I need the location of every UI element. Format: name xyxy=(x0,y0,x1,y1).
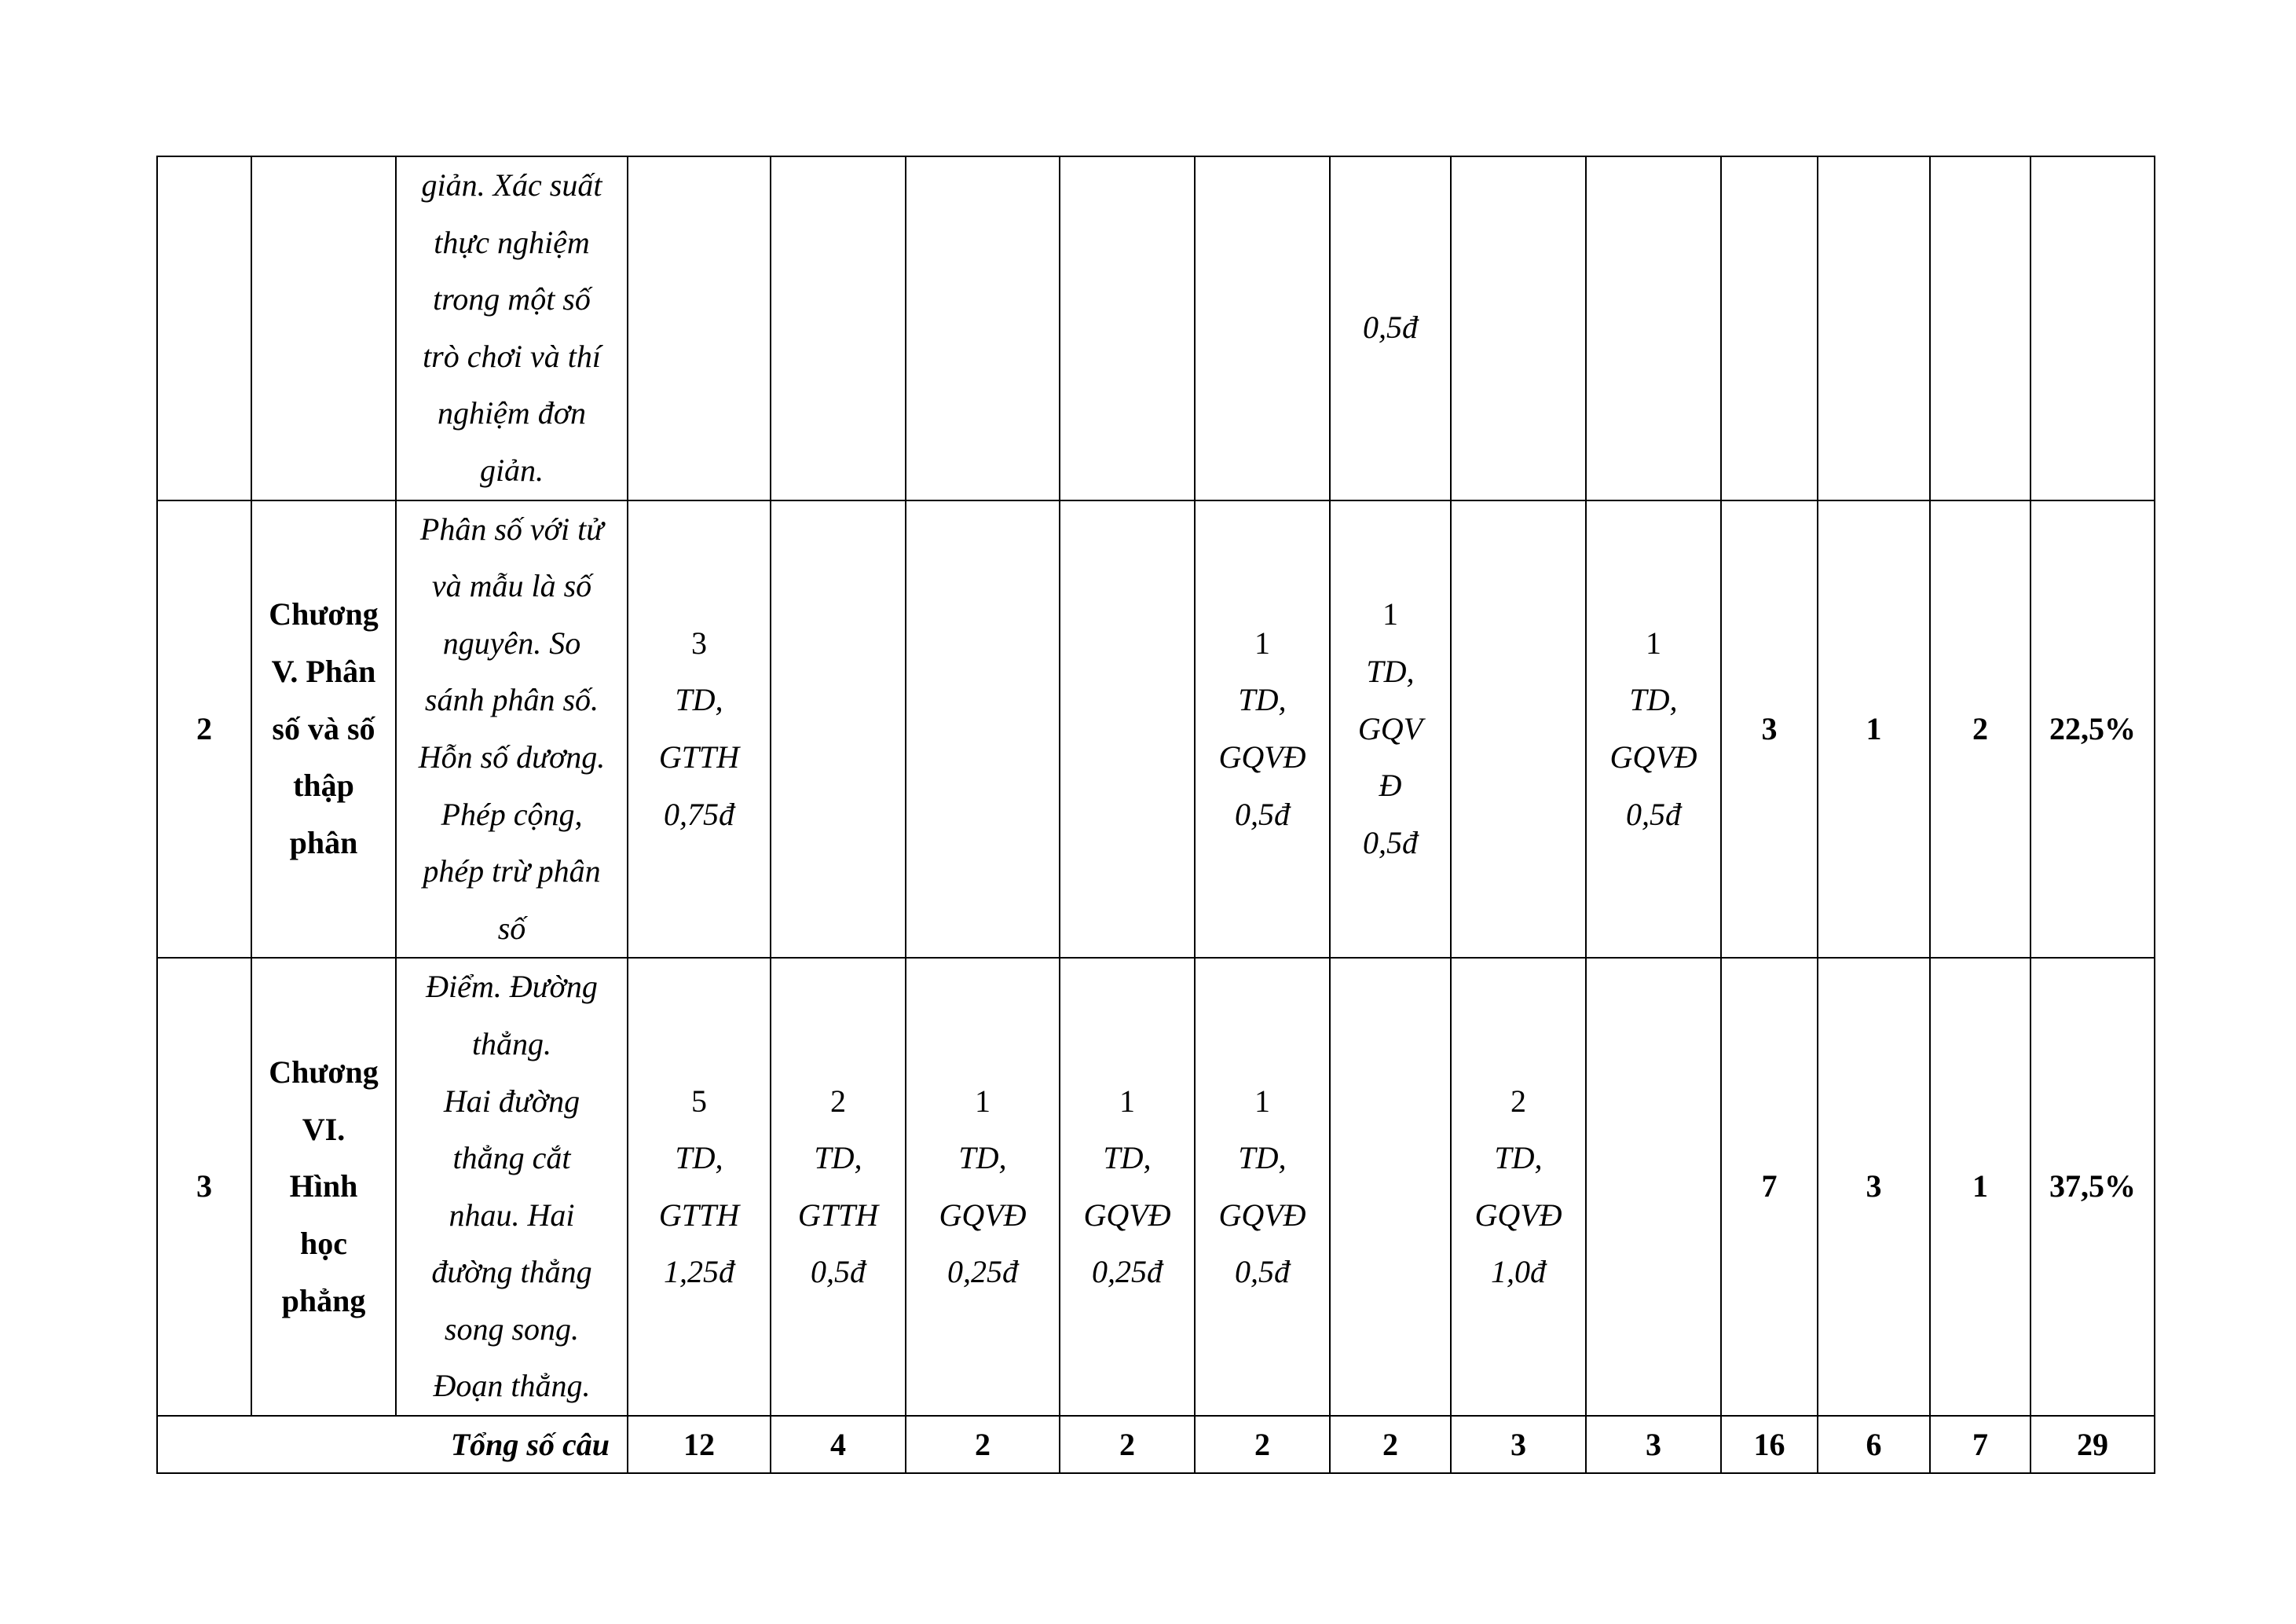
level-cell: 1 TD, GQVĐ 0,25đ xyxy=(1060,958,1195,1416)
level-cell xyxy=(1195,156,1330,500)
level-cell xyxy=(1060,500,1195,959)
total-cell: 3 xyxy=(1818,958,1930,1416)
total-value: 6 xyxy=(1818,1416,1930,1473)
level-cell xyxy=(1586,958,1721,1416)
total-value: 7 xyxy=(1930,1416,2031,1473)
total-value: 2 xyxy=(1330,1416,1451,1473)
total-cell: 1 xyxy=(1818,500,1930,959)
table-row xyxy=(157,156,2155,500)
total-cell: 3 xyxy=(1721,500,1818,959)
level-cell xyxy=(1451,156,1586,500)
level-cell xyxy=(1060,156,1195,500)
chapter-cell xyxy=(251,156,396,500)
level-cell: 0,5đ xyxy=(1330,156,1451,500)
level-cell: 2 TD, GQVĐ 1,0đ xyxy=(1451,958,1586,1416)
total-value: 2 xyxy=(1060,1416,1195,1473)
total-label: Tổng số câu xyxy=(157,1416,628,1473)
level-cell: 1 TD, GQVĐ 0,5đ xyxy=(1586,500,1721,959)
topic-cell: Điểm. Đường thẳng. Hai đường thẳng cắt nhau. Hai đường thẳng song song. Đoạn thẳng. xyxy=(396,958,628,1416)
level-cell xyxy=(1330,958,1451,1416)
total-value: 2 xyxy=(1195,1416,1330,1473)
table-row xyxy=(157,958,2155,1416)
chapter-cell: Chương VI. Hình học phẳng xyxy=(251,958,396,1416)
topic-cell: Phân số với tử và mẫu là số nguyên. So sánh phân số. Hỗn số dương. Phép cộng, phép trừ phân số xyxy=(396,500,628,959)
percent-cell: 22,5% xyxy=(2031,500,2155,959)
stt-cell: 3 xyxy=(157,958,251,1416)
level-cell: 1 TD, GQV Đ 0,5đ xyxy=(1330,500,1451,959)
total-row xyxy=(157,1416,2155,1473)
level-cell: 5 TD, GTTH 1,25đ xyxy=(628,958,771,1416)
level-cell xyxy=(906,500,1060,959)
percent-cell xyxy=(2031,156,2155,500)
total-value: 3 xyxy=(1451,1416,1586,1473)
total-cell xyxy=(1930,156,2031,500)
level-cell: 1 TD, GQVĐ 0,5đ xyxy=(1195,958,1330,1416)
table-row xyxy=(157,500,2155,959)
level-cell: 2 TD, GTTH 0,5đ xyxy=(771,958,906,1416)
level-cell: 3 TD, GTTH 0,75đ xyxy=(628,500,771,959)
stt-cell xyxy=(157,156,251,500)
total-value: 12 xyxy=(628,1416,771,1473)
percent-cell: 37,5% xyxy=(2031,958,2155,1416)
total-cell xyxy=(1818,156,1930,500)
total-value: 3 xyxy=(1586,1416,1721,1473)
level-cell xyxy=(906,156,1060,500)
total-cell: 1 xyxy=(1930,958,2031,1416)
total-cell: 7 xyxy=(1721,958,1818,1416)
matrix-table xyxy=(156,156,2155,1474)
level-cell xyxy=(1451,500,1586,959)
level-cell xyxy=(771,500,906,959)
level-cell: 1 TD, GQVĐ 0,5đ xyxy=(1195,500,1330,959)
level-cell xyxy=(628,156,771,500)
total-cell: 2 xyxy=(1930,500,2031,959)
total-value: 2 xyxy=(906,1416,1060,1473)
chapter-cell: Chương V. Phân số và số thập phân xyxy=(251,500,396,959)
total-value: 16 xyxy=(1721,1416,1818,1473)
stt-cell: 2 xyxy=(157,500,251,959)
total-cell xyxy=(1721,156,1818,500)
level-cell xyxy=(771,156,906,500)
total-value: 29 xyxy=(2031,1416,2155,1473)
total-value: 4 xyxy=(771,1416,906,1473)
level-cell xyxy=(1586,156,1721,500)
topic-cell: giản. Xác suất thực nghiệm trong một số trò chơi và thí nghiệm đơn giản. xyxy=(396,156,628,500)
level-cell: 1 TD, GQVĐ 0,25đ xyxy=(906,958,1060,1416)
